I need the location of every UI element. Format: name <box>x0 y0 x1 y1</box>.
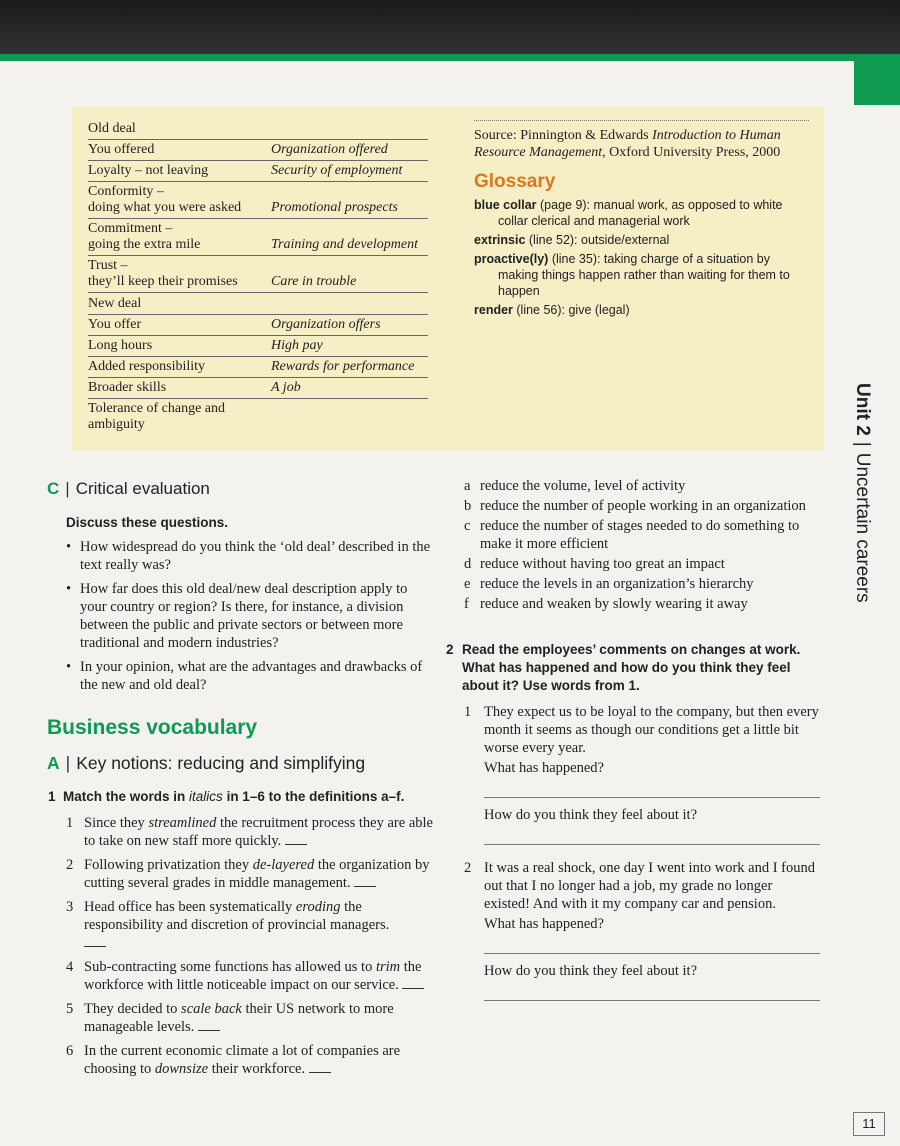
list-item: • In your opinion, what are the advantages and drawbacks of the new and old deal? <box>66 658 436 694</box>
col-you-offered: You offered <box>88 142 155 157</box>
answer-blank[interactable] <box>309 1060 331 1073</box>
section-a-heading: A | Key notions: reducing and simplifying <box>47 753 366 773</box>
list-item: 1 Since they streamlined the recruitment process they are able to take on new staff more quickly. <box>66 815 433 849</box>
list-item: 2 Following privatization they de-layered the organization by cutting several grades in middle management. <box>66 857 430 891</box>
sentence-list <box>66 814 443 1078</box>
answer-line[interactable] <box>484 828 820 845</box>
dotted-divider <box>474 120 809 121</box>
table-row: Conformity – doing what you were asked Promotional prospects <box>88 182 428 219</box>
answer-blank[interactable] <box>285 832 307 845</box>
table-row: Loyalty – not leaving Security of employment <box>88 161 428 182</box>
green-corner-tab <box>854 60 900 105</box>
answer-line[interactable] <box>484 937 820 954</box>
glossary-title: Glossary <box>474 171 556 192</box>
unit-number: Unit 2 <box>852 383 873 436</box>
list-item: f reduce and weaken by slowly wearing it away <box>464 596 748 612</box>
list-item: 6 In the current economic climate a lot of companies are choosing to downsize their workforce. <box>66 1043 401 1077</box>
new-deal-heading: New deal <box>88 293 428 315</box>
glossary-entry: render (line 56): give (legal) <box>474 303 630 317</box>
answer-line[interactable] <box>484 984 820 1001</box>
table-row: Commitment – going the extra mile Training and development <box>88 219 428 256</box>
list-item: e reduce the levels in an organization’s hierarchy <box>464 576 754 592</box>
list-item: 5 They decided to scale back their US network to more manageable levels. <box>66 1001 394 1035</box>
glossary-entry: proactive(ly) (line 35): taking charge of a situation by making things happen rather than waiting for them to happen <box>474 252 790 298</box>
task-2 <box>446 641 824 1009</box>
list-item: • How far does this old deal/new deal description apply to your country or region? Is there, for instance, a division between the public and private sectors or between more traditional and modern industries? <box>66 580 436 652</box>
list-item: • How widespread do you think the ‘old deal’ described in the text really was? <box>66 538 436 574</box>
task-1 <box>48 788 443 1084</box>
list-item: b reduce the number of people working in an organization <box>464 498 806 514</box>
table-row: Tolerance of change and ambiguity <box>88 401 225 432</box>
list-item: 4 Sub-contracting some functions has allowed us to trim the workforce with little noticeable impact on our service. <box>66 958 443 994</box>
table-row: Added responsibility Rewards for performance <box>88 357 428 378</box>
list-item: a reduce the volume, level of activity <box>464 478 686 494</box>
section-c-heading: C | Critical evaluation <box>47 479 210 498</box>
answer-blank[interactable] <box>84 934 106 947</box>
col-organization-offered: Organization offered <box>271 142 388 157</box>
section-c-intro: Discuss these questions. <box>66 515 229 530</box>
deal-table <box>88 118 428 435</box>
old-deal-heading: Old deal <box>88 118 428 140</box>
col-you-offer: You offer <box>88 317 142 332</box>
task-2-instruction: 2 Read the employees’ comments on changes at work. What has happened and how do you think they feel about it? Use words from 1. <box>446 642 801 693</box>
list-item: d reduce without having too great an impact <box>464 556 725 572</box>
discussion-questions <box>66 538 436 694</box>
unit-title: Uncertain careers <box>852 452 873 603</box>
business-vocabulary-title: Business vocabulary <box>47 716 258 739</box>
answer-line[interactable] <box>484 781 820 798</box>
col-organization-offers: Organization offers <box>271 317 381 332</box>
table-row: Trust – they’ll keep their promises Care in trouble <box>88 256 428 293</box>
list-item: c reduce the number of stages needed to do something to make it more efficient <box>464 518 800 552</box>
answer-blank[interactable] <box>198 1018 220 1031</box>
glossary-entry: blue collar (page 9): manual work, as opposed to white collar clerical and managerial work <box>474 198 783 228</box>
list-item: 3 Head office has been systematically eroding the responsibility and discretion of provincial managers. <box>66 898 443 952</box>
new-deal-columns <box>88 315 428 336</box>
source-citation: Source: Pinnington & Edwards Introduction to Human Resource Management, Oxford University Press, 2000 <box>474 128 781 160</box>
source-glossary <box>474 120 809 321</box>
top-dark-band <box>0 0 900 56</box>
answer-blank[interactable] <box>354 874 376 887</box>
old-deal-columns <box>88 140 428 161</box>
task-1-instruction: 1 Match the words in italics in 1–6 to the definitions a–f. <box>48 789 405 804</box>
section-c-body <box>66 514 436 700</box>
comment-item: 2 It was a real shock, one day I went into work and I found out that I no longer had a job, my grade no longer existed! And with it my company car and pension. What has happened? How do you think they feel about it? <box>446 859 824 1009</box>
definitions-list <box>464 477 824 615</box>
page-number: 11 <box>853 1112 885 1136</box>
glossary-entry: extrinsic (line 52): outside/external <box>474 233 670 247</box>
side-unit-label: Unit 2|Uncertain careers <box>852 383 873 603</box>
answer-blank[interactable] <box>402 976 424 989</box>
top-green-stripe <box>0 54 900 61</box>
table-row: Broader skills A job <box>88 378 428 399</box>
table-row: Long hours High pay <box>88 336 428 357</box>
comment-item: 1 They expect us to be loyal to the company, but then every month it seems as though our conditions get a little bit worse every year. What has happened? How do you think they feel about it? <box>446 703 824 853</box>
